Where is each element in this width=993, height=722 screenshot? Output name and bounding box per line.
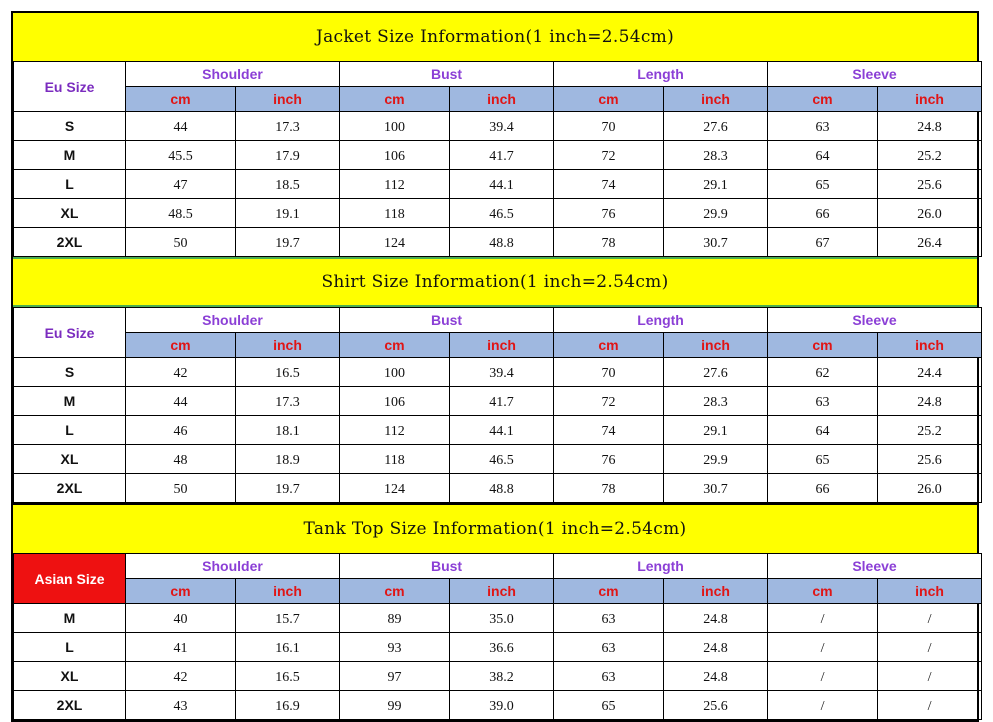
size-cell: XL [14,199,126,228]
measurement-cell: 50 [126,228,236,257]
measurement-cell: 17.9 [236,141,340,170]
measurement-cell: 78 [554,228,664,257]
measurement-cell: 47 [126,170,236,199]
measurement-cell: 48.5 [126,199,236,228]
table-row [14,416,982,445]
measurement-cell: 24.8 [878,112,982,141]
size-cell: L [14,170,126,199]
table-row [14,112,982,141]
measurement-cell: / [878,662,982,691]
measurement-cell: 18.5 [236,170,340,199]
unit-header: cm [340,87,450,112]
measure-group-header: Length [554,62,768,87]
measurement-cell: / [768,604,878,633]
measurement-cell: 42 [126,662,236,691]
measure-group-header: Sleeve [768,554,982,579]
measurement-cell: / [768,633,878,662]
size-cell: 2XL [14,228,126,257]
size-system-label: Eu Size [14,62,126,112]
measurement-cell: 106 [340,141,450,170]
measurement-cell: 25.2 [878,416,982,445]
measurement-cell: / [878,691,982,720]
size-cell: 2XL [14,474,126,503]
measurement-cell: 46.5 [450,445,554,474]
size-cell: L [14,416,126,445]
measurement-cell: 46 [126,416,236,445]
measurement-cell: 97 [340,662,450,691]
measurement-cell: 27.6 [664,112,768,141]
measurement-cell: 48 [126,445,236,474]
measurement-cell: 66 [768,474,878,503]
table-row [14,474,982,503]
measurement-cell: 24.8 [664,662,768,691]
size-cell: M [14,387,126,416]
measurement-cell: 16.9 [236,691,340,720]
unit-header: inch [450,333,554,358]
unit-header: inch [664,579,768,604]
measurement-cell: 35.0 [450,604,554,633]
size-cell: XL [14,445,126,474]
measurement-cell: 63 [768,112,878,141]
measurement-cell: 118 [340,445,450,474]
measurement-cell: 30.7 [664,228,768,257]
measurement-cell: 26.4 [878,228,982,257]
measurement-cell: 48.8 [450,228,554,257]
measurement-cell: 16.1 [236,633,340,662]
measurement-cell: 29.1 [664,416,768,445]
measurement-cell: 70 [554,112,664,141]
measurement-cell: 29.9 [664,445,768,474]
measurement-cell: 48.8 [450,474,554,503]
unit-header: cm [126,333,236,358]
measurement-cell: 63 [554,633,664,662]
table-row [14,604,982,633]
measure-group-header: Sleeve [768,62,982,87]
group-header-row [14,308,982,333]
table-row [14,445,982,474]
measurement-cell: 19.7 [236,474,340,503]
measurement-cell: 38.2 [450,662,554,691]
group-header-row [14,554,982,579]
measurement-cell: 124 [340,474,450,503]
measure-group-header: Bust [340,308,554,333]
unit-header: cm [768,87,878,112]
measurement-cell: 26.0 [878,199,982,228]
measurement-cell: 99 [340,691,450,720]
table-row [14,228,982,257]
size-system-label: Asian Size [14,554,126,604]
measurement-cell: 25.2 [878,141,982,170]
measurement-cell: 16.5 [236,358,340,387]
measurement-cell: 100 [340,358,450,387]
measurement-cell: 17.3 [236,112,340,141]
measurement-cell: 41.7 [450,141,554,170]
unit-header: inch [236,579,340,604]
measurement-cell: / [878,633,982,662]
unit-header: cm [126,579,236,604]
section-title: Tank Top Size Information(1 inch=2.54cm) [13,503,977,553]
measurement-cell: 72 [554,141,664,170]
unit-header: inch [450,579,554,604]
measurement-cell: 41 [126,633,236,662]
measurement-cell: 39.4 [450,112,554,141]
measurement-cell: 118 [340,199,450,228]
measurement-cell: 16.5 [236,662,340,691]
measurement-cell: 19.1 [236,199,340,228]
measure-group-header: Bust [340,62,554,87]
size-cell: S [14,112,126,141]
measurement-cell: 44 [126,387,236,416]
measurement-cell: 70 [554,358,664,387]
measurement-cell: 41.7 [450,387,554,416]
measurement-cell: 112 [340,170,450,199]
measurement-cell: 72 [554,387,664,416]
measurement-cell: 40 [126,604,236,633]
measurement-cell: 43 [126,691,236,720]
measurement-cell: 25.6 [664,691,768,720]
measurement-cell: 64 [768,416,878,445]
measurement-cell: 66 [768,199,878,228]
unit-header: cm [768,579,878,604]
measurement-cell: 45.5 [126,141,236,170]
measurement-cell: 64 [768,141,878,170]
measure-group-header: Length [554,554,768,579]
measurement-cell: 50 [126,474,236,503]
measurement-cell: 18.1 [236,416,340,445]
measure-group-header: Sleeve [768,308,982,333]
measurement-cell: 62 [768,358,878,387]
measurement-cell: 67 [768,228,878,257]
unit-header: inch [450,87,554,112]
measurement-cell: 30.7 [664,474,768,503]
measurement-cell: 44 [126,112,236,141]
size-chart [11,11,979,722]
unit-header-row [14,333,982,358]
measurement-cell: 19.7 [236,228,340,257]
measurement-cell: 28.3 [664,141,768,170]
measurement-cell: 25.6 [878,445,982,474]
measurement-cell: 39.4 [450,358,554,387]
table-row [14,358,982,387]
unit-header: cm [554,579,664,604]
size-table [13,61,982,257]
unit-header: cm [340,333,450,358]
unit-header-row [14,87,982,112]
table-row [14,662,982,691]
measurement-cell: 36.6 [450,633,554,662]
measurement-cell: 26.0 [878,474,982,503]
size-cell: M [14,604,126,633]
table-row [14,141,982,170]
size-cell: S [14,358,126,387]
measurement-cell: 65 [554,691,664,720]
measurement-cell: 63 [554,604,664,633]
measurement-cell: 112 [340,416,450,445]
unit-header: cm [554,87,664,112]
unit-header: inch [878,579,982,604]
measure-group-header: Shoulder [126,308,340,333]
measure-group-header: Length [554,308,768,333]
measurement-cell: 44.1 [450,416,554,445]
unit-header: inch [236,333,340,358]
measurement-cell: 39.0 [450,691,554,720]
size-cell: M [14,141,126,170]
size-cell: XL [14,662,126,691]
unit-header: inch [664,87,768,112]
measurement-cell: 44.1 [450,170,554,199]
measurement-cell: 46.5 [450,199,554,228]
measurement-cell: 29.1 [664,170,768,199]
measurement-cell: 63 [554,662,664,691]
measurement-cell: 100 [340,112,450,141]
measurement-cell: 24.4 [878,358,982,387]
table-row [14,387,982,416]
unit-header: cm [554,333,664,358]
measurement-cell: / [768,691,878,720]
unit-header: cm [768,333,878,358]
measurement-cell: 74 [554,416,664,445]
unit-header: inch [878,87,982,112]
measurement-cell: / [768,662,878,691]
size-cell: L [14,633,126,662]
size-table [13,307,982,503]
group-header-row [14,62,982,87]
unit-header-row [14,579,982,604]
measurement-cell: 106 [340,387,450,416]
size-table [13,553,982,720]
measurement-cell: 24.8 [664,633,768,662]
unit-header: cm [340,579,450,604]
measurement-cell: 29.9 [664,199,768,228]
measurement-cell: 63 [768,387,878,416]
size-system-label: Eu Size [14,308,126,358]
measurement-cell: 89 [340,604,450,633]
unit-header: inch [664,333,768,358]
measurement-cell: 65 [768,170,878,199]
measurement-cell: 15.7 [236,604,340,633]
measurement-cell: / [878,604,982,633]
unit-header: inch [878,333,982,358]
section-title: Shirt Size Information(1 inch=2.54cm) [13,257,977,307]
measurement-cell: 27.6 [664,358,768,387]
measurement-cell: 74 [554,170,664,199]
measurement-cell: 78 [554,474,664,503]
measurement-cell: 76 [554,445,664,474]
measurement-cell: 18.9 [236,445,340,474]
measurement-cell: 65 [768,445,878,474]
table-row [14,199,982,228]
measurement-cell: 17.3 [236,387,340,416]
measure-group-header: Shoulder [126,62,340,87]
table-row [14,691,982,720]
measurement-cell: 25.6 [878,170,982,199]
unit-header: inch [236,87,340,112]
size-cell: 2XL [14,691,126,720]
measurement-cell: 28.3 [664,387,768,416]
measure-group-header: Bust [340,554,554,579]
unit-header: cm [126,87,236,112]
section-title: Jacket Size Information(1 inch=2.54cm) [13,11,977,61]
measure-group-header: Shoulder [126,554,340,579]
measurement-cell: 124 [340,228,450,257]
table-row [14,170,982,199]
measurement-cell: 24.8 [878,387,982,416]
measurement-cell: 93 [340,633,450,662]
measurement-cell: 42 [126,358,236,387]
table-row [14,633,982,662]
measurement-cell: 24.8 [664,604,768,633]
measurement-cell: 76 [554,199,664,228]
